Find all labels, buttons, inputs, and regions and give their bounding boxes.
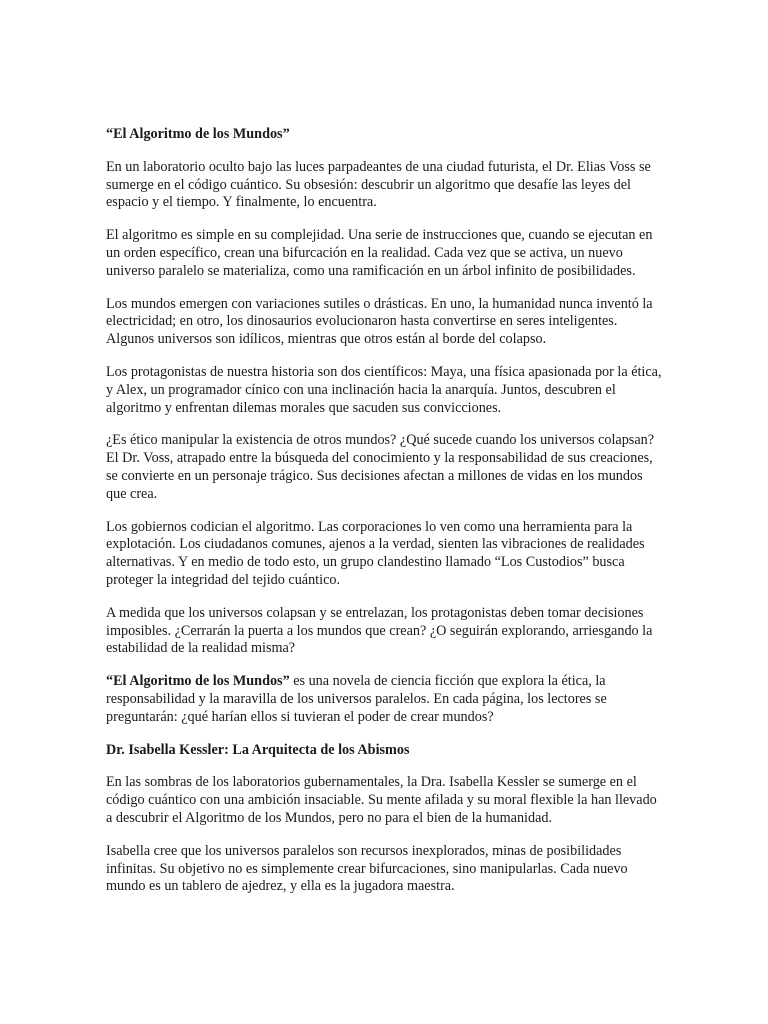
- paragraph-decisions: A medida que los universos colapsan y se entrelazan, los protagonistas deben tomar decisiones imposibles. ¿Cerrarán la puerta a los mundos que crean? ¿O seguirán explorando, arriesgando la estabilidad de la realidad misma?: [106, 604, 653, 657]
- paragraph-worlds: Los mundos emergen con variaciones sutiles o drásticas. En uno, la humanidad nunca inventó la electricidad; en otro, los dinosaurios evolucionaron hasta convertirse en seres inteligentes. Algunos universos son idílicos, mientras que otros están al borde del colapso.: [106, 295, 653, 348]
- summary-title: “El Algoritmo de los Mundos”: [106, 673, 290, 690]
- paragraph-algorithm: El algoritmo es simple en su complejidad. Una serie de instrucciones que, cuando se ejecutan en un orden específico, crean una bifurcación en la realidad. Cada vez que se activa, un nuevo universo paralelo se materializa, como una ramificación en un árbol infinito de posibilidades.: [106, 227, 653, 279]
- document-page: [106, 126, 666, 911]
- paragraph-intro: En un laboratorio oculto bajo las luces parpadeantes de una ciudad futurista, el Dr. Elias Voss se sumerge en el código cuántico. Su obsesión: descubrir un algoritmo que desafíe las leyes del espacio y el tiempo. Y finalmente, lo encuentra.: [106, 158, 651, 211]
- paragraph-protagonists: Los protagonistas de nuestra historia son dos científicos: Maya, una física apasionada por la ética, y Alex, un programador cínico con una inclinación hacia la anarquía. Juntos, descubren el algoritmo y enfrentan dilemas morales que sacuden sus convicciones.: [106, 363, 662, 416]
- document-title: “El Algoritmo de los Mundos”: [106, 126, 290, 142]
- paragraph-ethics: ¿Es ético manipular la existencia de otros mundos? ¿Qué sucede cuando los universos colapsan? El Dr. Voss, atrapado entre la búsqueda del conocimiento y la responsabilidad de sus creaciones, se convierte en un personaje trágico. Sus decisiones afectan a millones de vidas en los mundos que crea.: [106, 432, 655, 502]
- paragraph-governments: Los gobiernos codician el algoritmo. Las corporaciones lo ven como una herramienta para la explotación. Los ciudadanos comunes, ajenos a la verdad, sienten las vibraciones de realidades alternativas. Y en medio de todo esto, un grupo clandestino llamado “Los Custodios” busca proteger la integridad del tejido cuántico.: [106, 518, 645, 588]
- section-heading: Dr. Isabella Kessler: La Arquitecta de los Abismos: [106, 741, 410, 758]
- paragraph-kessler-intro: En las sombras de los laboratorios gubernamentales, la Dra. Isabella Kessler se sumerge en el código cuántico con una ambición insaciable. Su mente afilada y su moral flexible la han llevado a descubrir el Algoritmo de los Mundos, pero no para el bien de la humanidad.: [106, 774, 657, 826]
- summary-text: es una novela de ciencia ficción que explora la ética, la responsabilidad y la maravilla de los universos paralelos. En cada página, los lectores se preguntarán: ¿qué harían ellos si tuvieran el poder de crear mundos?: [106, 673, 607, 725]
- paragraph-kessler-goal: Isabella cree que los universos paralelos son recursos inexplorados, minas de posibilidades infinitas. Su objetivo no es simplemente crear bifurcaciones, sino manipularlas. Cada nuevo mundo es un tablero de ajedrez, y ella es la jugadora maestra.: [106, 842, 628, 895]
- paragraph-summary: [106, 673, 666, 726]
